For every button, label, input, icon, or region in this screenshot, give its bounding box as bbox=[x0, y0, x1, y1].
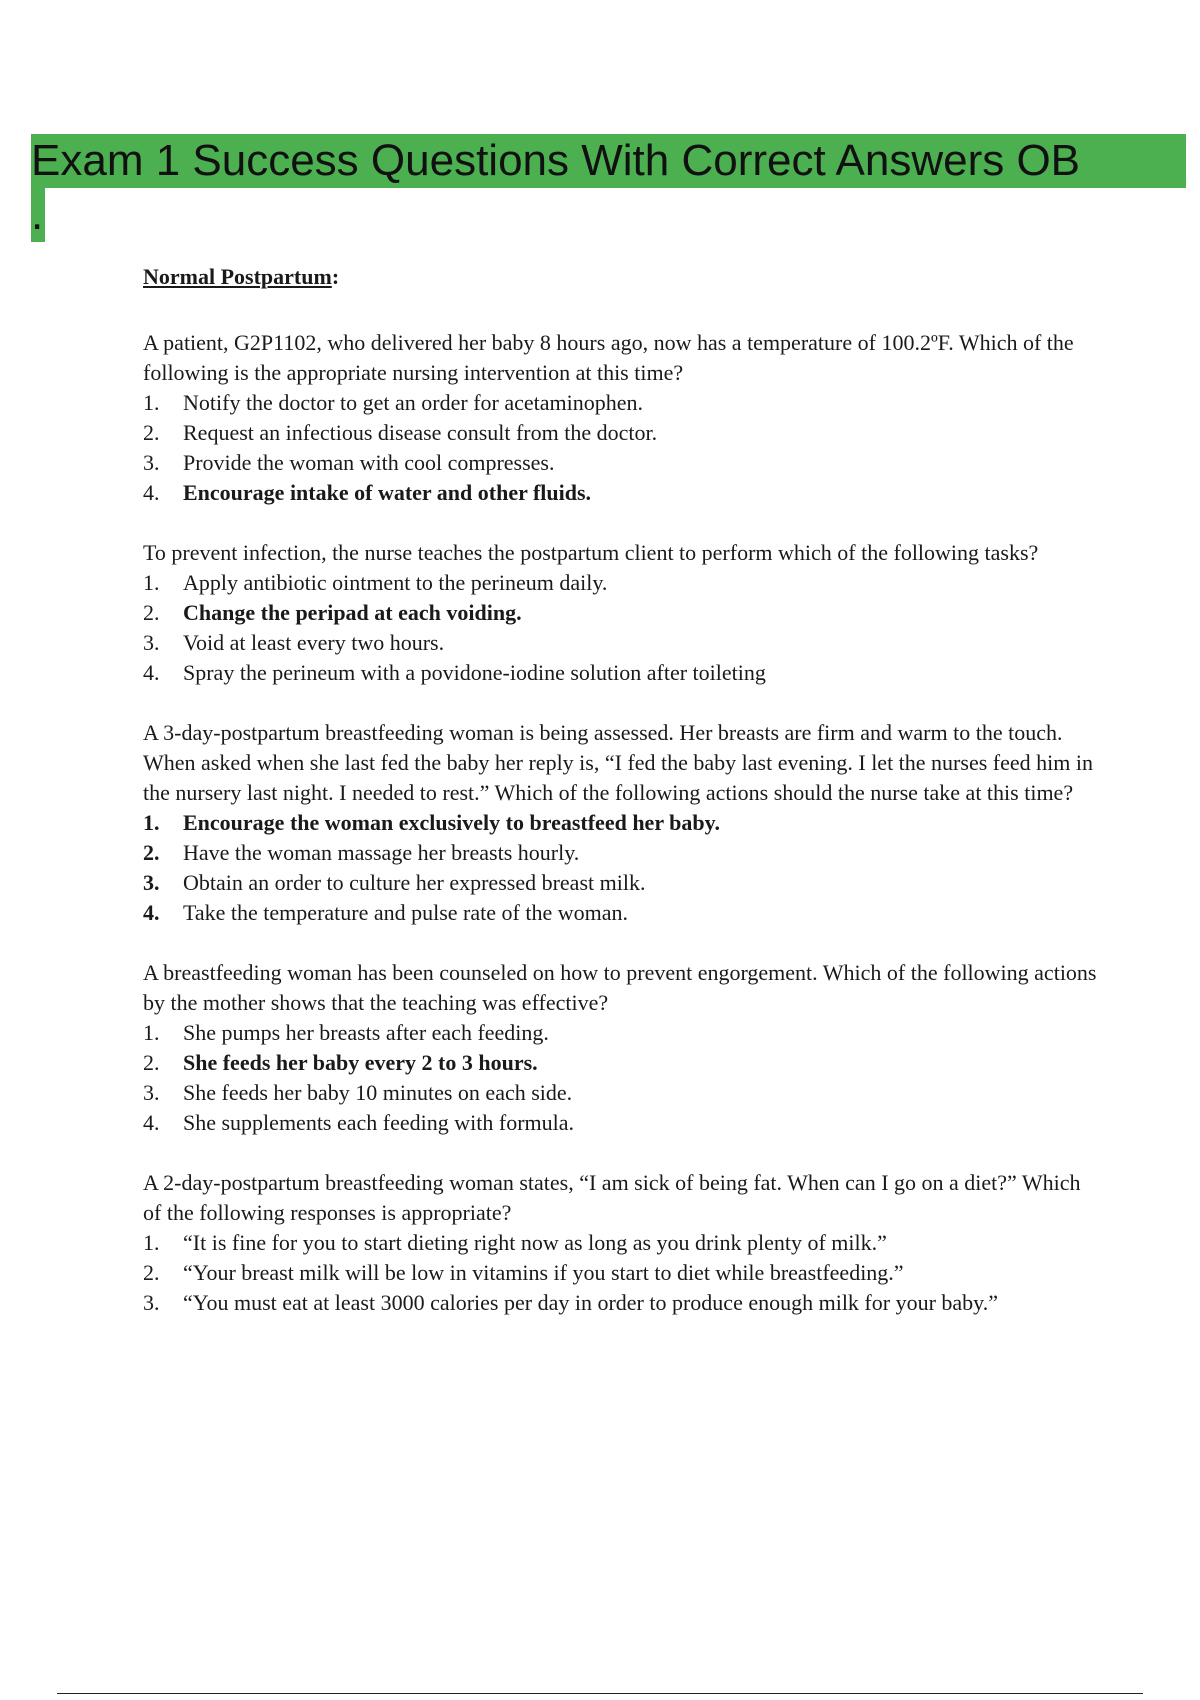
option-text: Take the temperature and pulse rate of the woman. bbox=[183, 900, 628, 925]
answer-option bbox=[143, 418, 1103, 448]
option-text: Encourage intake of water and other fluids. bbox=[183, 480, 592, 505]
option-number: 2. bbox=[143, 420, 160, 445]
option-number: 3. bbox=[143, 450, 160, 475]
option-text: Encourage the woman exclusively to breastfeed her baby. bbox=[183, 810, 720, 835]
question-text: A 2-day-postpartum breastfeeding woman states, “I am sick of being fat. When can I go on a diet?” Which of the following responses is appropriate? bbox=[143, 1170, 1081, 1225]
option-number: 4. bbox=[143, 1110, 160, 1135]
question-text: A breastfeeding woman has been counseled on how to prevent engorgement. Which of the following actions by the mother shows that the teaching was effective? bbox=[143, 960, 1097, 1015]
option-number: 1. bbox=[143, 1230, 160, 1255]
document-title-block bbox=[31, 134, 1186, 247]
answer-option bbox=[143, 1108, 1103, 1138]
answer-options bbox=[143, 568, 1103, 688]
question-1 bbox=[143, 328, 1103, 508]
answer-options bbox=[143, 1228, 1103, 1318]
document-title-continuation: . bbox=[31, 188, 45, 242]
option-text: “It is fine for you to start dieting right now as long as you drink plenty of milk.” bbox=[183, 1230, 887, 1255]
answer-option bbox=[143, 1288, 1103, 1318]
answer-options bbox=[143, 808, 1103, 928]
option-number: 4. bbox=[143, 480, 160, 505]
option-number: 1. bbox=[143, 1020, 160, 1045]
answer-option bbox=[143, 868, 1103, 898]
section-heading-colon: : bbox=[331, 264, 340, 289]
option-text: She feeds her baby every 2 to 3 hours. bbox=[183, 1050, 538, 1075]
option-number: 1. bbox=[143, 570, 160, 595]
option-number: 2. bbox=[143, 600, 160, 625]
option-number: 2. bbox=[143, 1260, 160, 1285]
answer-option bbox=[143, 1258, 1103, 1288]
answer-option bbox=[143, 898, 1103, 928]
option-text: Notify the doctor to get an order for acetaminophen. bbox=[183, 390, 644, 415]
option-number: 4. bbox=[143, 900, 160, 925]
option-number: 2. bbox=[143, 840, 160, 865]
option-text: Change the peripad at each voiding. bbox=[183, 600, 522, 625]
answer-option bbox=[143, 448, 1103, 478]
answer-option bbox=[143, 388, 1103, 418]
question-4 bbox=[143, 958, 1103, 1138]
option-number: 1. bbox=[143, 810, 160, 835]
option-text: Have the woman massage her breasts hourly. bbox=[183, 840, 580, 865]
answer-option-correct bbox=[143, 808, 1103, 838]
option-text: Spray the perineum with a povidone-iodine solution after toileting bbox=[183, 660, 766, 685]
option-text: She feeds her baby 10 minutes on each side. bbox=[183, 1080, 573, 1105]
answer-option-correct bbox=[143, 478, 1103, 508]
option-text: Void at least every two hours. bbox=[183, 630, 445, 655]
question-2 bbox=[143, 538, 1103, 688]
option-text: “Your breast milk will be low in vitamins if you start to diet while breastfeeding.” bbox=[183, 1260, 904, 1285]
question-text: To prevent infection, the nurse teaches the postpartum client to perform which of the following tasks? bbox=[143, 540, 1039, 565]
answer-option bbox=[143, 568, 1103, 598]
option-number: 1. bbox=[143, 390, 160, 415]
document-body bbox=[143, 262, 1103, 1348]
answer-options bbox=[143, 1018, 1103, 1138]
option-text: Obtain an order to culture her expressed breast milk. bbox=[183, 870, 646, 895]
section-heading-text: Normal Postpartum bbox=[143, 264, 332, 289]
option-number: 2. bbox=[143, 1050, 160, 1075]
question-5 bbox=[143, 1168, 1103, 1318]
answer-option bbox=[143, 658, 1103, 688]
answer-option-correct bbox=[143, 1048, 1103, 1078]
question-text: A patient, G2P1102, who delivered her baby 8 hours ago, now has a temperature of 100.2ºF. Which of the following is the appropriate nursing intervention at this time? bbox=[143, 330, 1074, 385]
answer-option bbox=[143, 1228, 1103, 1258]
answer-option-correct bbox=[143, 598, 1103, 628]
option-text: She pumps her breasts after each feeding. bbox=[183, 1020, 549, 1045]
option-text: Provide the woman with cool compresses. bbox=[183, 450, 555, 475]
question-3 bbox=[143, 718, 1103, 928]
answer-option bbox=[143, 1018, 1103, 1048]
footer-divider bbox=[57, 1693, 1143, 1694]
option-number: 3. bbox=[143, 630, 160, 655]
option-number: 3. bbox=[143, 1080, 160, 1105]
section-heading bbox=[143, 262, 1103, 292]
answer-option bbox=[143, 1078, 1103, 1108]
option-number: 3. bbox=[143, 870, 160, 895]
option-number: 4. bbox=[143, 660, 160, 685]
document-title: Exam 1 Success Questions With Correct Answers OB bbox=[31, 134, 1186, 188]
question-text: A 3-day-postpartum breastfeeding woman is being assessed. Her breasts are firm and warm to the touch. When asked when she last fed the baby her reply is, “I fed the baby last evening. I let the nurses feed him in the nursery last night. I needed to rest.” Which of the following actions should the nurse take at this time? bbox=[143, 720, 1093, 805]
option-text: “You must eat at least 3000 calories per day in order to produce enough milk for your baby.” bbox=[183, 1290, 999, 1315]
answer-option bbox=[143, 838, 1103, 868]
option-text: Apply antibiotic ointment to the perineum daily. bbox=[183, 570, 608, 595]
option-number: 3. bbox=[143, 1290, 160, 1315]
option-text: Request an infectious disease consult from the doctor. bbox=[183, 420, 658, 445]
answer-option bbox=[143, 628, 1103, 658]
answer-options bbox=[143, 388, 1103, 508]
option-text: She supplements each feeding with formula. bbox=[183, 1110, 575, 1135]
